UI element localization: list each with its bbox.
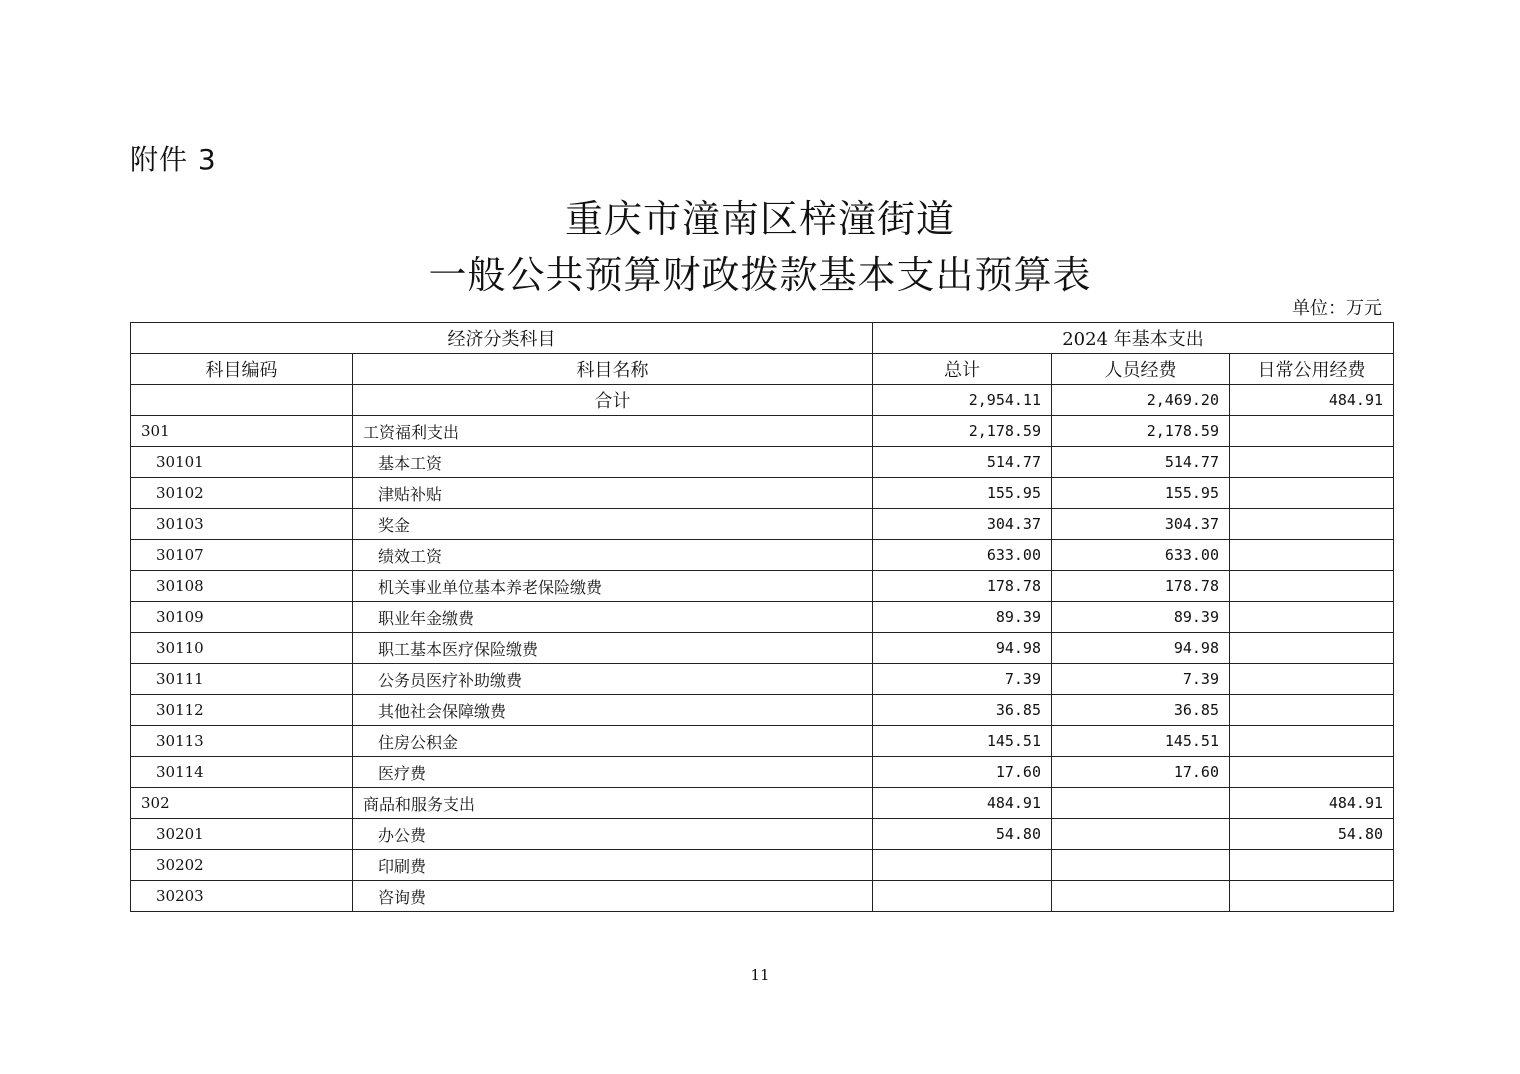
row-name: 医疗费 xyxy=(353,757,873,788)
row-total: 17.60 xyxy=(873,757,1052,788)
row-total: 2,178.59 xyxy=(873,416,1052,447)
row-total: 54.80 xyxy=(873,819,1052,850)
row-name: 绩效工资 xyxy=(353,540,873,571)
row-public xyxy=(1230,571,1394,602)
header-total: 总计 xyxy=(873,354,1052,385)
total-row-code xyxy=(131,385,353,416)
table-row xyxy=(131,757,1394,788)
table-row xyxy=(131,416,1394,447)
row-personnel: 2,178.59 xyxy=(1052,416,1230,447)
row-name: 津贴补贴 xyxy=(353,478,873,509)
row-code: 30103 xyxy=(131,509,353,540)
table-row xyxy=(131,633,1394,664)
table-row xyxy=(131,850,1394,881)
unit-label: 单位：万元 xyxy=(1292,298,1382,319)
row-name: 基本工资 xyxy=(353,447,873,478)
document-title-line-2: 一般公共预算财政拨款基本支出预算表 xyxy=(428,253,1092,297)
row-total: 304.37 xyxy=(873,509,1052,540)
row-total: 633.00 xyxy=(873,540,1052,571)
table-row xyxy=(131,788,1394,819)
row-public xyxy=(1230,447,1394,478)
row-name: 办公费 xyxy=(353,819,873,850)
total-row-label: 合计 xyxy=(353,385,873,416)
table-total-row xyxy=(131,385,1394,416)
row-personnel: 178.78 xyxy=(1052,571,1230,602)
row-code: 30202 xyxy=(131,850,353,881)
row-name: 职工基本医疗保险缴费 xyxy=(353,633,873,664)
row-public xyxy=(1230,850,1394,881)
row-total: 145.51 xyxy=(873,726,1052,757)
row-public xyxy=(1230,726,1394,757)
row-personnel: 7.39 xyxy=(1052,664,1230,695)
table-row xyxy=(131,571,1394,602)
row-public: 484.91 xyxy=(1230,788,1394,819)
row-public xyxy=(1230,695,1394,726)
row-total: 89.39 xyxy=(873,602,1052,633)
row-code: 30108 xyxy=(131,571,353,602)
table-row xyxy=(131,602,1394,633)
table-group-header-row xyxy=(131,323,1394,354)
table-row xyxy=(131,664,1394,695)
row-total xyxy=(873,850,1052,881)
row-public: 54.80 xyxy=(1230,819,1394,850)
row-total: 514.77 xyxy=(873,447,1052,478)
row-total: 484.91 xyxy=(873,788,1052,819)
header-subject-name: 科目名称 xyxy=(353,354,873,385)
row-personnel: 17.60 xyxy=(1052,757,1230,788)
row-name: 商品和服务支出 xyxy=(353,788,873,819)
table-row xyxy=(131,478,1394,509)
row-public xyxy=(1230,633,1394,664)
row-total: 7.39 xyxy=(873,664,1052,695)
row-total: 36.85 xyxy=(873,695,1052,726)
row-public xyxy=(1230,509,1394,540)
row-personnel: 304.37 xyxy=(1052,509,1230,540)
row-personnel: 633.00 xyxy=(1052,540,1230,571)
page-number: 11 xyxy=(750,966,770,984)
row-personnel: 145.51 xyxy=(1052,726,1230,757)
header-economic-category: 经济分类科目 xyxy=(131,323,873,354)
row-code: 30113 xyxy=(131,726,353,757)
row-total: 178.78 xyxy=(873,571,1052,602)
row-code: 30114 xyxy=(131,757,353,788)
row-code: 30201 xyxy=(131,819,353,850)
row-personnel: 155.95 xyxy=(1052,478,1230,509)
row-personnel: 89.39 xyxy=(1052,602,1230,633)
total-row-personnel: 2,469.20 xyxy=(1052,385,1230,416)
row-code: 30112 xyxy=(131,695,353,726)
row-personnel xyxy=(1052,881,1230,912)
row-total: 155.95 xyxy=(873,478,1052,509)
table-row xyxy=(131,695,1394,726)
row-public xyxy=(1230,602,1394,633)
document-title-line-1: 重庆市潼南区梓潼街道 xyxy=(564,197,955,241)
row-personnel: 514.77 xyxy=(1052,447,1230,478)
table-row xyxy=(131,726,1394,757)
budget-table xyxy=(130,322,1394,912)
table-row xyxy=(131,447,1394,478)
row-personnel xyxy=(1052,788,1230,819)
attachment-label: 附件 3 xyxy=(130,143,217,176)
row-name: 咨询费 xyxy=(353,881,873,912)
row-name: 奖金 xyxy=(353,509,873,540)
row-public xyxy=(1230,881,1394,912)
row-public xyxy=(1230,540,1394,571)
row-public xyxy=(1230,416,1394,447)
row-name: 公务员医疗补助缴费 xyxy=(353,664,873,695)
total-row-total: 2,954.11 xyxy=(873,385,1052,416)
row-name: 工资福利支出 xyxy=(353,416,873,447)
table-row xyxy=(131,881,1394,912)
row-public xyxy=(1230,664,1394,695)
row-personnel xyxy=(1052,850,1230,881)
row-code: 30111 xyxy=(131,664,353,695)
table-row xyxy=(131,819,1394,850)
header-personnel-expense: 人员经费 xyxy=(1052,354,1230,385)
row-name: 住房公积金 xyxy=(353,726,873,757)
row-name: 职业年金缴费 xyxy=(353,602,873,633)
row-personnel: 36.85 xyxy=(1052,695,1230,726)
row-personnel: 94.98 xyxy=(1052,633,1230,664)
row-name: 机关事业单位基本养老保险缴费 xyxy=(353,571,873,602)
row-total: 94.98 xyxy=(873,633,1052,664)
row-code: 301 xyxy=(131,416,353,447)
header-basic-expenditure: 2024 年基本支出 xyxy=(873,323,1394,354)
total-row-public: 484.91 xyxy=(1230,385,1394,416)
row-code: 30107 xyxy=(131,540,353,571)
table-column-header-row xyxy=(131,354,1394,385)
row-name: 印刷费 xyxy=(353,850,873,881)
table-row xyxy=(131,540,1394,571)
row-code: 30110 xyxy=(131,633,353,664)
row-code: 30109 xyxy=(131,602,353,633)
row-name: 其他社会保障缴费 xyxy=(353,695,873,726)
header-public-expense: 日常公用经费 xyxy=(1230,354,1394,385)
row-code: 30102 xyxy=(131,478,353,509)
row-code: 30203 xyxy=(131,881,353,912)
row-public xyxy=(1230,478,1394,509)
row-personnel xyxy=(1052,819,1230,850)
row-code: 30101 xyxy=(131,447,353,478)
row-public xyxy=(1230,757,1394,788)
header-subject-code: 科目编码 xyxy=(131,354,353,385)
table-row xyxy=(131,509,1394,540)
row-total xyxy=(873,881,1052,912)
row-code: 302 xyxy=(131,788,353,819)
